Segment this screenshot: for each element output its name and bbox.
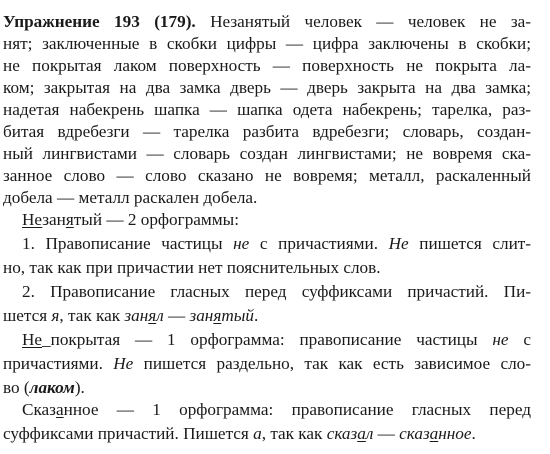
- exercise-line-4: ком; закрытая на два замка дверь — дверь закрыта на два замка;: [3, 78, 531, 97]
- analysis-line-1: Незанятый — 2 орфограммы:: [22, 210, 239, 229]
- exercise-line-3: не покрытая лаком поверхность — поверхность не покрыта ла-: [3, 56, 531, 75]
- exercise-line-6: битая вдребезги — тарелка разбита вдребезги; словарь, создан-: [3, 122, 531, 141]
- analysis-line-7: причастиями. Не пишется раздельно, так как есть зависимое сло-: [3, 354, 531, 373]
- exercise-line-2: нят; заключенные в скобки цифры — цифра заключены в скобки;: [3, 34, 531, 53]
- analysis-line-9: Сказанное — 1 орфограмма: правописание гласных перед: [22, 400, 531, 419]
- analysis-line-2: 1. Правописание частицы не с причастиями. Не пишется слит-: [22, 234, 531, 253]
- analysis-line-5: шется я, так как занял — занятый.: [3, 306, 259, 325]
- analysis-line-8: во (лаком).: [3, 378, 85, 397]
- analysis-line-4: 2. Правописание гласных перед суффиксами причастий. Пи-: [22, 282, 531, 301]
- exercise-line-7: ный лингвистами — словарь создан лингвистами; не вовремя ска-: [3, 144, 531, 163]
- exercise-line-5: надетая набекрень шапка — шапка одета набекрень; тарелка, раз-: [3, 100, 531, 119]
- exercise-line-8: занное слово — слово сказано не вовремя; металл, раскаленный: [3, 166, 531, 185]
- analysis-line-3: но, так как при причастии нет пояснительных слов.: [3, 258, 381, 277]
- analysis-line-6: Не_покрытая — 1 орфограмма: правописание частицы не с: [22, 330, 531, 349]
- exercise-line-1: Упражнение 193 (179). Незанятый человек — человек не за-: [3, 12, 531, 31]
- exercise-line-9: добела — металл раскален добела.: [3, 188, 258, 207]
- analysis-line-10: суффиксами причастий. Пишется а, так как сказал — сказанное.: [3, 424, 476, 443]
- exercise-heading: Упражнение 193 (179).: [3, 12, 196, 31]
